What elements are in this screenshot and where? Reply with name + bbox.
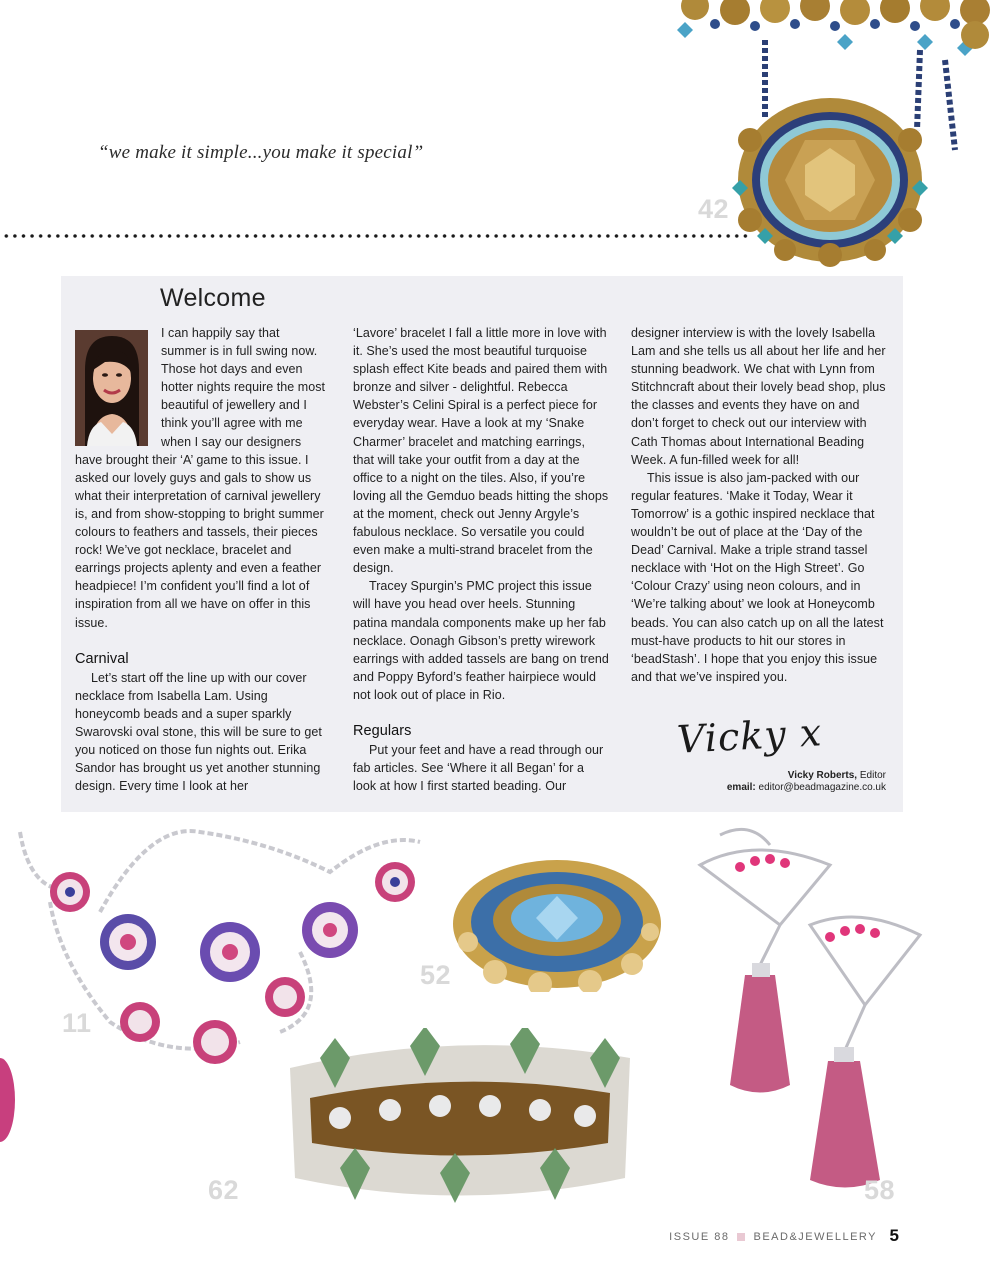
editor-name: Vicky Roberts, <box>787 770 858 781</box>
beaded-ring-photo <box>450 852 665 992</box>
col2-paragraph-1: ‘Lavore’ bracelet I fall a little more in love with it. She’s used the most beautiful turquoise splash effect Kite beads and paired them with bronze and silver - delightful. Rebecca Webster’s Celini Spiral is a perfect piece for everyday wear. Have a look at my ‘Snake Charmer’ bracelet and matching earrings, that will take your outfit from a day at the office to a night on the tiles. Also, if you’re loving all the Gemduo beads hitting the shops at the moment, check out Jenny Argyle’s fabulous necklace. So versatile you could even make a multi-strand bracelet from the design. <box>353 326 609 576</box>
page-ref-52: 52 <box>420 960 452 990</box>
editor-email[interactable]: editor@beadmagazine.co.uk <box>758 782 886 793</box>
footer-masthead <box>669 1231 877 1243</box>
editor-credit <box>788 770 886 781</box>
magazine-name: BEAD&JEWELLERY <box>753 1231 877 1243</box>
page-ref-42: 42 <box>698 194 730 224</box>
column-2 <box>353 324 609 795</box>
intro-paragraph-rest: have brought their ‘A’ game to this issue. I asked our lovely guys and gals to show us what their interpretation of carnival jewellery is, and from show-stopping to bright summer colours to feathers and tassels, their pieces rock! We’ve got necklace, bracelet and earrings projects aplenty and even a feather headpiece! I’m confident you’ll find a lot of inspiration from all we have on offer in this issue. <box>75 452 324 630</box>
welcome-title: Welcome <box>160 284 266 312</box>
welcome-box <box>61 276 903 812</box>
page-ref-62: 62 <box>208 1175 240 1205</box>
col3-paragraph-2: This issue is also jam-packed with our regular features. ‘Make it Today, Wear it Tomorrow’ is a gothic inspired necklace that wouldn’t be out of place at the ‘Day of the Dead’ Carnival. Make a triple strand tassel necklace with ‘Hot on the High Street’. Go ‘Colour Crazy’ using neon colours, and in ‘We’re talking about’ we look at Honeycomb beads. You can also catch up on all the latest must-have products to hit our stores in ‘beadStash’. I hope that you enjoy this issue and that we’ve inspired you. <box>631 470 884 684</box>
tassel-earrings-photo <box>660 825 930 1190</box>
intro-paragraph-wrap: I can happily say that summer is in full swing now. Those hot days and even hotter nights require the most beautiful of jewellery and I think you’ll agree with me when I say our designers <box>161 326 326 449</box>
email-label: email: <box>726 782 756 793</box>
page-number: 5 <box>889 1226 899 1245</box>
page-ref-11: 11 <box>62 1008 92 1038</box>
column-3 <box>631 324 889 686</box>
kite-bracelet-photo <box>280 1028 640 1203</box>
col3-paragraph-1: designer interview is with the lovely Isabella Lam and she tells us all about her life and her stunning beadwork. We chat with Lynn from Stitchncraft about their lovely bead shop, plus the classes and events they have on and don’t forget to check out our interview with Cath Thomas about International Beading Week. A fun-filled week for all! <box>631 326 886 467</box>
col2-paragraph-2: Tracey Spurgin’s PMC project this issue will have you head over heels. Stunning patina mandala components make up her fab necklace. Oonagh Gibson’s pretty wirework earrings with added tassels are bang on trend and Poppy Byford’s feather hairpiece would not look out of place in Rio. <box>353 579 609 702</box>
issue-number: ISSUE 88 <box>669 1231 730 1243</box>
page-ref-58: 58 <box>864 1175 896 1205</box>
editor-email-line <box>727 782 886 793</box>
carnival-paragraph: Let’s start off the line up with our cover necklace from Isabella Lam. Using honeycomb beads and a super sparkly Swarovski oval stone, this will be sure to get you noticed on those fun nights out. Erika Sandor has brought us yet another stunning design. Every time I look at her <box>75 670 322 794</box>
column-1 <box>75 324 327 795</box>
dotted-divider <box>2 233 750 239</box>
editor-role: Editor <box>859 770 886 781</box>
separator-square <box>737 1233 745 1241</box>
editor-signature: Vicky x <box>675 710 824 762</box>
regulars-heading: Regulars <box>353 722 412 739</box>
col2-paragraph-3: Put your feet and have a read through our fab articles. See ‘Where it all Began’ for a look at how I first started beading. Our <box>353 742 604 794</box>
tagline: “we make it simple...you make it special” <box>98 142 424 163</box>
carnival-heading: Carnival <box>75 650 129 667</box>
pink-bead-edge <box>0 1055 16 1145</box>
